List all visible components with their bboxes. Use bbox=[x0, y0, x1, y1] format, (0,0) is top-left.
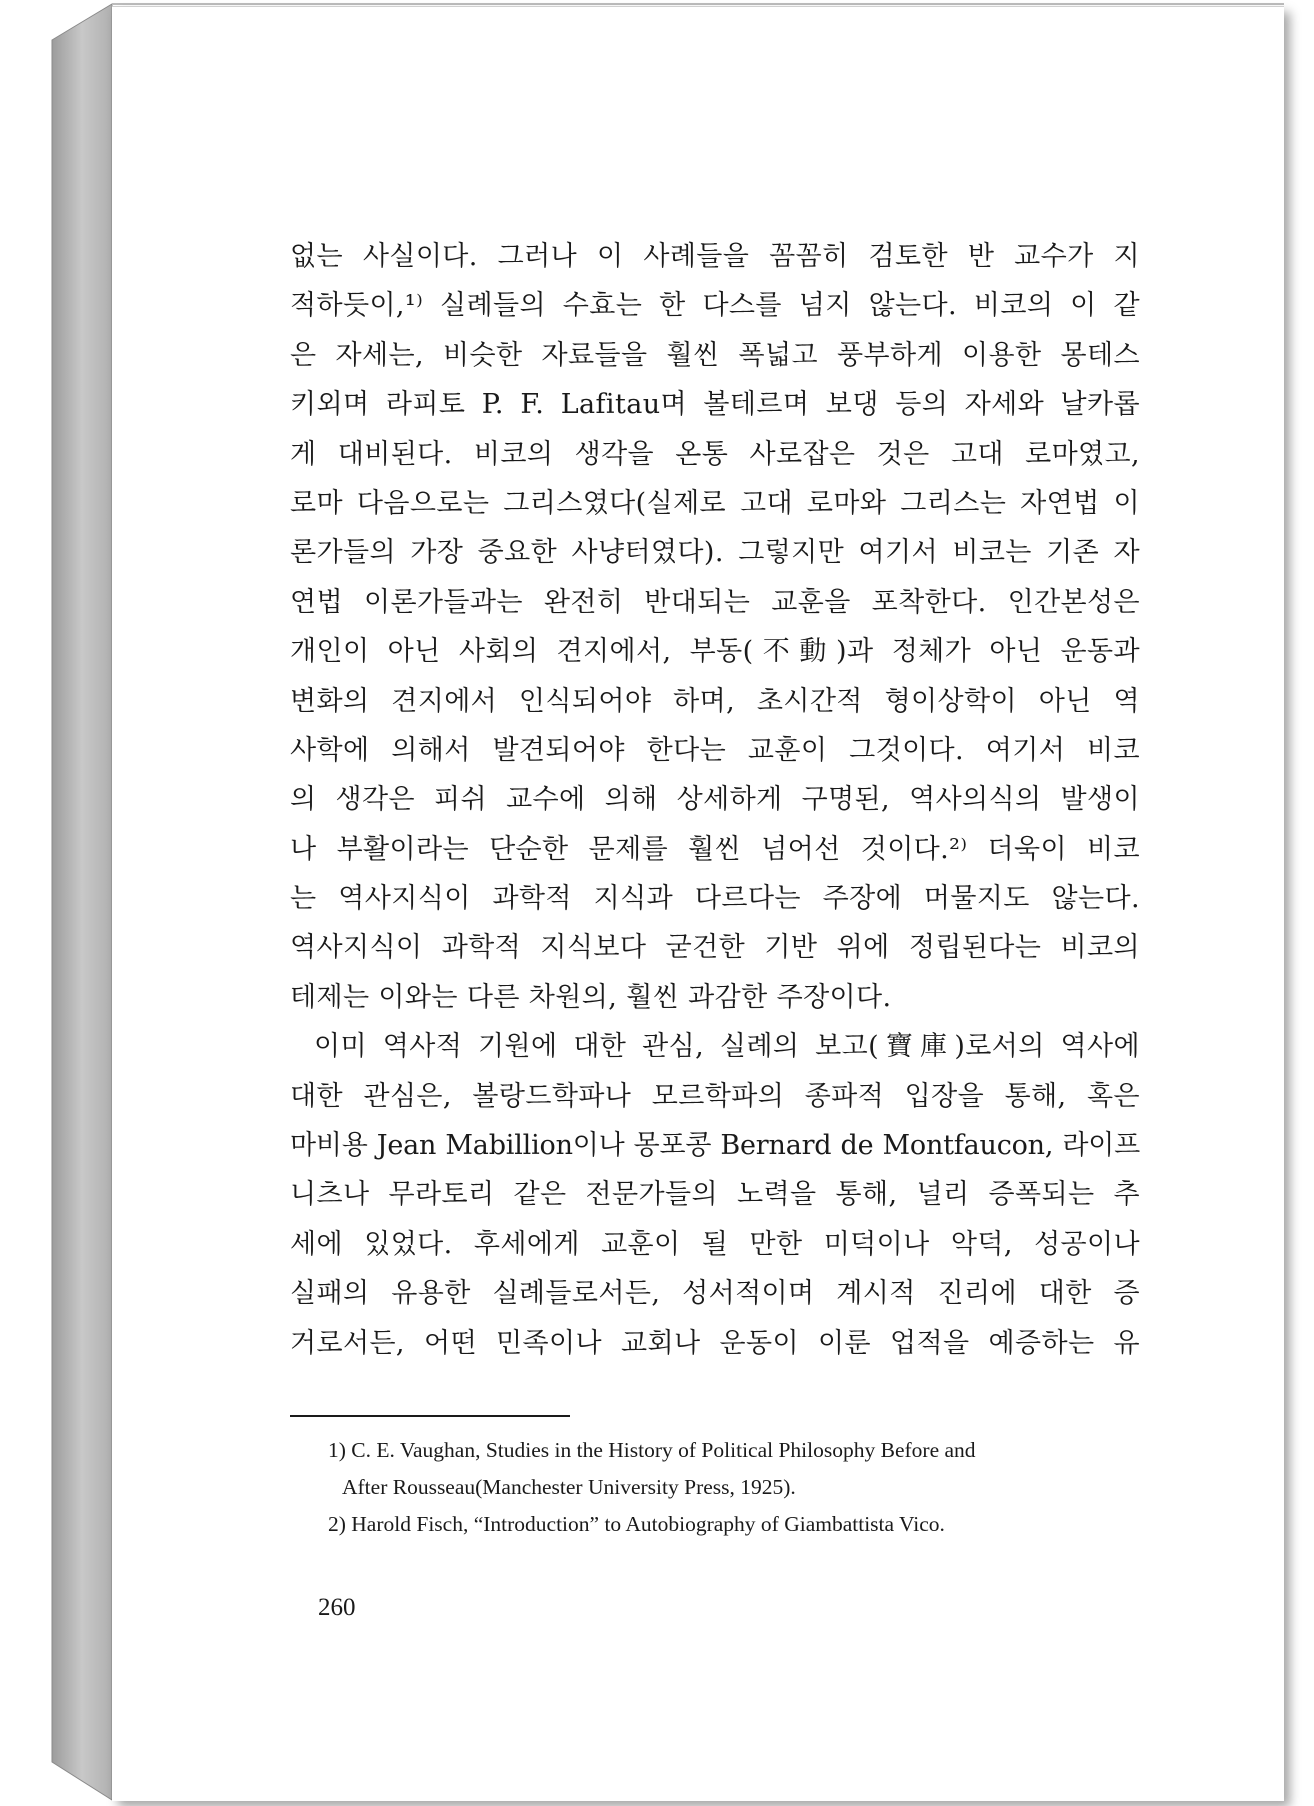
footnote-1: 1) C. E. Vaughan, Studies in the History of Political Philosophy Before and bbox=[328, 1438, 976, 1462]
body-line: 실패의 유용한 실례들로서든, 성서적이며 계시적 진리에 대한 증 bbox=[290, 1278, 1140, 1310]
body-line: 역사지식이 과학적 지식보다 굳건한 기반 위에 정립된다는 비코의 bbox=[290, 932, 1140, 964]
body-line: 거로서든, 어떤 민족이나 교회나 운동이 이룬 업적을 예증하는 유 bbox=[290, 1327, 1140, 1359]
page-number: 260 bbox=[318, 1594, 356, 1621]
footnote-1-continued: After Rousseau(Manchester University Press, 1925). bbox=[342, 1475, 796, 1499]
body-line: 로마 다음으로는 그리스였다(실제로 고대 로마와 그리스는 자연법 이 bbox=[290, 487, 1140, 519]
paragraph-start-line: 이미 역사적 기원에 대한 관심, 실례의 보고(寶庫)로서의 역사에 bbox=[314, 1031, 1140, 1063]
body-line: 세에 있었다. 후세에게 교훈이 될 만한 미덕이나 악덕, 성공이나 bbox=[290, 1228, 1140, 1260]
body-line: 개인이 아닌 사회의 견지에서, 부동(不動)과 정체가 아닌 운동과 bbox=[290, 636, 1140, 668]
body-line: 의 생각은 피쉬 교수에 의해 상세하게 구명된, 역사의식의 발생이 bbox=[290, 784, 1140, 816]
body-line: 변화의 견지에서 인식되어야 하며, 초시간적 형이상학이 아닌 역 bbox=[290, 685, 1140, 717]
body-line: 는 역사지식이 과학적 지식과 다르다는 주장에 머물지도 않는다. bbox=[290, 883, 1140, 915]
body-line: 키외며 라피토 P. F. Lafitau며 볼테르며 보댕 등의 자세와 날카롭 bbox=[290, 389, 1140, 421]
body-line: 대한 관심은, 볼랑드학파나 모르학파의 종파적 입장을 통해, 혹은 bbox=[290, 1080, 1140, 1112]
body-line: 론가들의 가장 중요한 사냥터였다). 그렇지만 여기서 비코는 기존 자 bbox=[290, 537, 1140, 569]
body-line: 테제는 이와는 다른 차원의, 훨씬 과감한 주장이다. bbox=[290, 981, 892, 1013]
body-text bbox=[290, 232, 1140, 1368]
body-line: 니츠나 무라토리 같은 전문가들의 노력을 통해, 널리 증폭되는 추 bbox=[290, 1179, 1140, 1211]
body-line: 연법 이론가들과는 완전히 반대되는 교훈을 포착한다. 인간본성은 bbox=[290, 586, 1140, 618]
body-line: 마비용 Jean Mabillion이나 몽포콩 Bernard de Montfaucon, 라이프 bbox=[290, 1130, 1140, 1162]
footnote-2: 2) Harold Fisch, “Introduction” to Autobiography of Giambattista Vico. bbox=[328, 1512, 945, 1536]
body-line: 적하듯이,¹⁾ 실례들의 수효는 한 다스를 넘지 않는다. 비코의 이 같 bbox=[290, 290, 1140, 322]
body-line: 은 자세는, 비슷한 자료들을 훨씬 폭넓고 풍부하게 이용한 몽테스 bbox=[290, 339, 1140, 371]
body-line: 게 대비된다. 비코의 생각을 온통 사로잡은 것은 고대 로마였고, bbox=[290, 438, 1140, 470]
body-line: 사학에 의해서 발견되어야 한다는 교훈이 그것이다. 여기서 비코 bbox=[290, 734, 1140, 766]
body-line: 나 부활이라는 단순한 문제를 훨씬 넘어선 것이다.²⁾ 더욱이 비코 bbox=[290, 833, 1140, 865]
footnotes bbox=[328, 1432, 1158, 1543]
footnote-divider bbox=[290, 1415, 570, 1417]
body-line: 없는 사실이다. 그러나 이 사례들을 꼼꼼히 검토한 반 교수가 지 bbox=[290, 241, 1140, 272]
